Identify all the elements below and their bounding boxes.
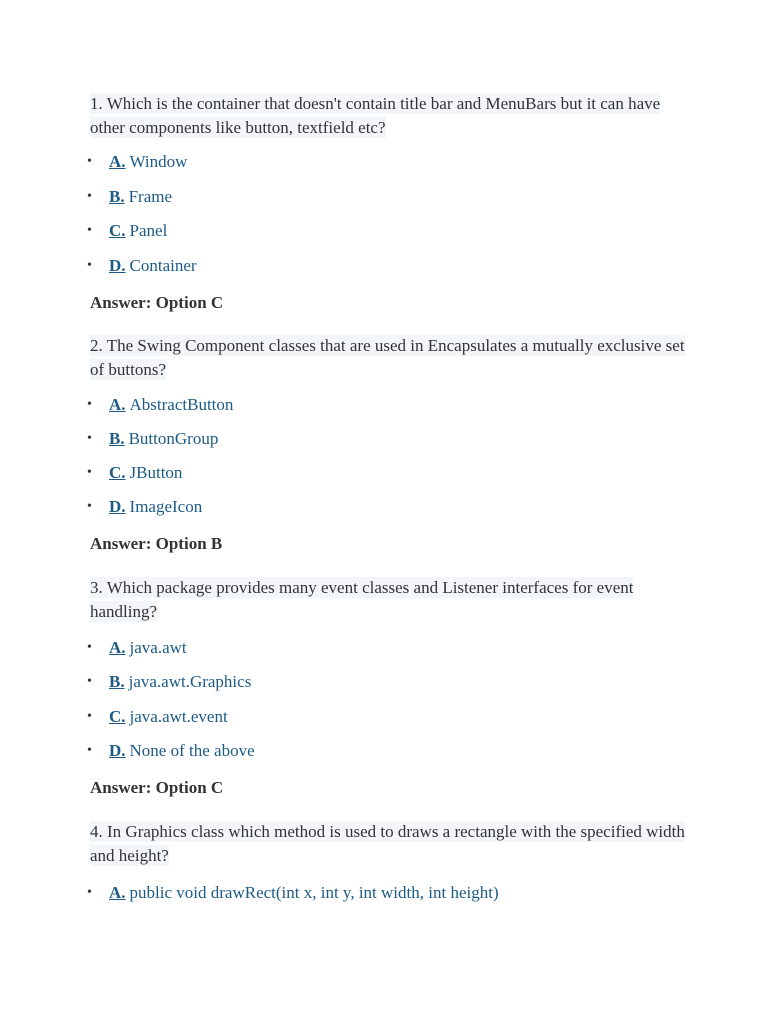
- option-letter[interactable]: D.: [109, 741, 126, 760]
- option-letter[interactable]: A.: [109, 637, 126, 657]
- bullet-icon: •: [87, 257, 92, 273]
- option-letter[interactable]: D.: [109, 496, 126, 516]
- option-label: Panel: [129, 221, 168, 240]
- option-d[interactable]: [87, 740, 690, 762]
- bullet-icon: •: [87, 154, 92, 169]
- option-label: java.awt.Graphics: [128, 672, 252, 691]
- option-letter[interactable]: A.: [109, 152, 126, 171]
- option-label: java.awt: [129, 637, 187, 657]
- option-list: [87, 151, 690, 277]
- answer-text: Answer: Option B: [90, 533, 223, 553]
- option-label: public void drawRect(int x, int y, int width, int height): [129, 883, 499, 902]
- option-list: [87, 637, 690, 763]
- option-label: java.awt.event: [129, 706, 228, 726]
- option-label: JButton: [129, 462, 183, 482]
- answer-text: Answer: Option C: [90, 778, 224, 797]
- answer-text: Answer: Option C: [90, 292, 224, 312]
- option-d[interactable]: [87, 255, 690, 277]
- question-block-1: [87, 92, 690, 314]
- option-label: None of the above: [129, 741, 255, 760]
- option-a[interactable]: [87, 882, 690, 904]
- option-list: [87, 882, 690, 904]
- question-block-3: [87, 576, 690, 800]
- bullet-icon: •: [87, 639, 92, 655]
- bullet-icon: •: [87, 464, 92, 480]
- bullet-icon: •: [87, 223, 92, 238]
- option-c[interactable]: [87, 220, 690, 242]
- question-block-4: [87, 820, 690, 904]
- option-letter[interactable]: A.: [109, 394, 126, 414]
- option-letter[interactable]: C.: [109, 462, 126, 482]
- option-letter[interactable]: B.: [109, 186, 125, 206]
- option-letter[interactable]: D.: [109, 255, 126, 275]
- question-text: 4. In Graphics class which method is used to draws a rectangle with the specified width and height?: [90, 822, 685, 865]
- option-b[interactable]: [87, 671, 690, 693]
- bullet-icon: •: [87, 674, 92, 689]
- option-list: [87, 394, 690, 518]
- option-d[interactable]: [87, 496, 690, 518]
- option-label: ButtonGroup: [128, 428, 219, 448]
- option-a[interactable]: [87, 394, 690, 416]
- option-label: Frame: [128, 186, 173, 206]
- option-label: Window: [129, 152, 188, 171]
- question-text: 2. The Swing Component classes that are used in Encapsulates a mutually exclusive set of buttons?: [90, 335, 685, 379]
- bullet-icon: •: [87, 708, 92, 724]
- option-a[interactable]: [87, 151, 690, 173]
- option-label: AbstractButton: [129, 394, 234, 414]
- question-block-2: [87, 334, 690, 555]
- option-label: Container: [129, 255, 197, 275]
- option-letter[interactable]: B.: [109, 428, 125, 448]
- bullet-icon: •: [87, 498, 92, 514]
- option-letter[interactable]: C.: [109, 706, 126, 726]
- bullet-icon: •: [87, 430, 92, 446]
- bullet-icon: •: [87, 743, 92, 758]
- option-c[interactable]: [87, 706, 690, 728]
- question-text: 1. Which is the container that doesn't contain title bar and MenuBars but it can have other components like button, textfield etc?: [90, 94, 661, 137]
- bullet-icon: •: [87, 396, 92, 412]
- option-a[interactable]: [87, 637, 690, 659]
- quiz-document: [87, 92, 690, 904]
- option-label: ImageIcon: [129, 496, 203, 516]
- option-b[interactable]: [87, 186, 690, 208]
- bullet-icon: •: [87, 188, 92, 204]
- option-c[interactable]: [87, 462, 690, 484]
- option-letter[interactable]: A.: [109, 883, 126, 902]
- question-text: 3. Which package provides many event classes and Listener interfaces for event handling?: [90, 577, 634, 621]
- bullet-icon: •: [87, 885, 92, 900]
- option-letter[interactable]: B.: [109, 672, 125, 691]
- option-b[interactable]: [87, 428, 690, 450]
- option-letter[interactable]: C.: [109, 221, 126, 240]
